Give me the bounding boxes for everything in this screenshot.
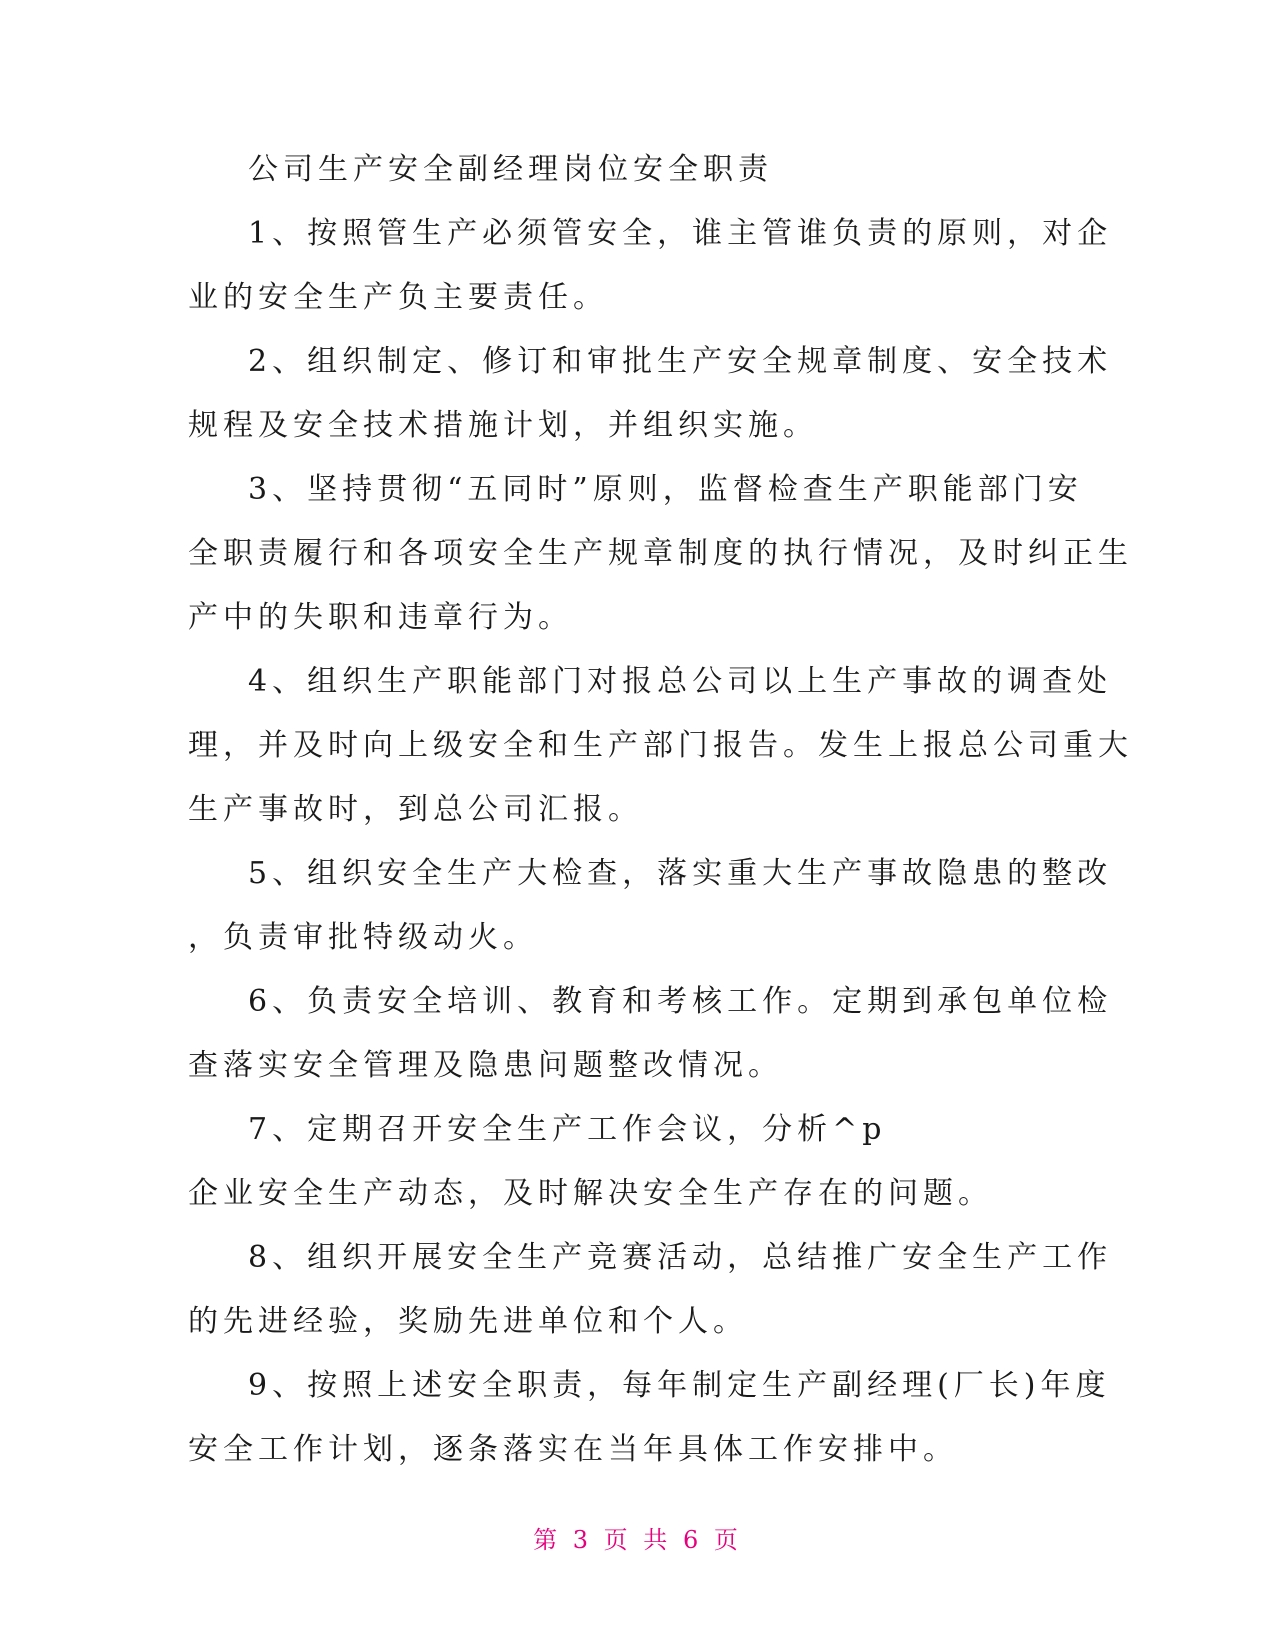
paragraph-3-line-3: 产中的失职和违章行为。 (188, 600, 573, 635)
paragraph-9-line-1: 9、按照上述安全职责，每年制定生产副经理(厂长)年度 (248, 1368, 1111, 1403)
paragraph-1-line-2: 业的安全生产负主要责任。 (188, 280, 608, 315)
paragraph-4-line-2: 理，并及时向上级安全和生产部门报告。发生上报总公司重大 (188, 728, 1133, 763)
paragraph-8-line-1: 8、组织开展安全生产竞赛活动，总结推广安全生产工作 (248, 1240, 1113, 1275)
paragraph-3-line-2: 全职责履行和各项安全生产规章制度的执行情况，及时纠正生 (188, 536, 1133, 571)
document-title: 公司生产安全副经理岗位安全职责 (248, 152, 773, 187)
paragraph-7-line-1: 7、定期召开安全生产工作会议，分析^p (248, 1112, 887, 1147)
document-body (188, 138, 1133, 1482)
paragraph-5-line-1: 5、组织安全生产大检查，落实重大生产事故隐患的整改 (248, 856, 1113, 891)
paragraph-4-line-3: 生产事故时，到总公司汇报。 (188, 792, 643, 827)
paragraph-5-line-2: ，负责审批特级动火。 (188, 920, 538, 955)
paragraph-8-line-2: 的先进经验，奖励先进单位和个人。 (188, 1304, 748, 1339)
paragraph-3-line-1: 3、坚持贯彻“五同时”原则，监督检查生产职能部门安 (248, 472, 1083, 507)
paragraph-6-line-2: 查落实安全管理及隐患问题整改情况。 (188, 1048, 783, 1083)
paragraph-6-line-1: 6、负责安全培训、教育和考核工作。定期到承包单位检 (248, 984, 1113, 1019)
paragraph-2-line-2: 规程及安全技术措施计划，并组织实施。 (188, 408, 818, 443)
paragraph-9-line-2: 安全工作计划，逐条落实在当年具体工作安排中。 (188, 1432, 958, 1467)
paragraph-2-line-1: 2、组织制定、修订和审批生产安全规章制度、安全技术 (248, 344, 1113, 379)
paragraph-7-line-2: 企业安全生产动态，及时解决安全生产存在的问题。 (188, 1176, 993, 1211)
paragraph-1-line-1: 1、按照管生产必须管安全，谁主管谁负责的原则，对企 (248, 216, 1113, 251)
page-number-footer: 第 3 页 共 6 页 (533, 1526, 742, 1554)
paragraph-4-line-1: 4、组织生产职能部门对报总公司以上生产事故的调查处 (248, 664, 1113, 699)
